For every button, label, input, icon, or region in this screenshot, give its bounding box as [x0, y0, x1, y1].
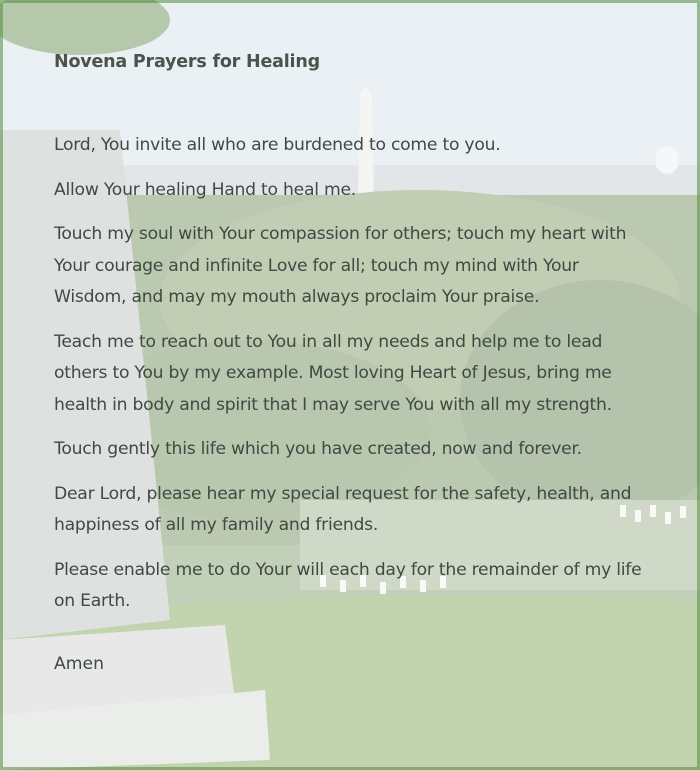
prayer-line-1: Lord, You invite all who are burdened to come to you. [54, 135, 501, 155]
prayer-title: Novena Prayers for Healing [54, 52, 320, 72]
prayer-text-block [54, 52, 654, 680]
prayer-paragraph-3: Touch my soul with Your compassion for others; touch my heart with Your courage and infinite Love for all; touch my mind with Your Wisdom, and may my mouth always proclaim Your praise. [54, 224, 627, 307]
prayer-closing: Amen [54, 653, 104, 674]
prayer-line-2: Allow Your healing Hand to heal me. [54, 179, 357, 200]
prayer-paragraph-4: Teach me to reach out to You in all my needs and help me to lead others to You by my example. Most loving Heart of Jesus, bring me health in body and spirit that I may serve You with all my strength. [54, 331, 612, 415]
prayer-paragraph-7: Please enable me to do Your will each day for the remainder of my life on Earth. [54, 559, 642, 611]
prayer-line-5: Touch gently this life which you have created, now and forever. [54, 439, 582, 459]
prayer-paragraph-6: Dear Lord, please hear my special request for the safety, health, and happiness of all my family and friends. [54, 483, 632, 535]
